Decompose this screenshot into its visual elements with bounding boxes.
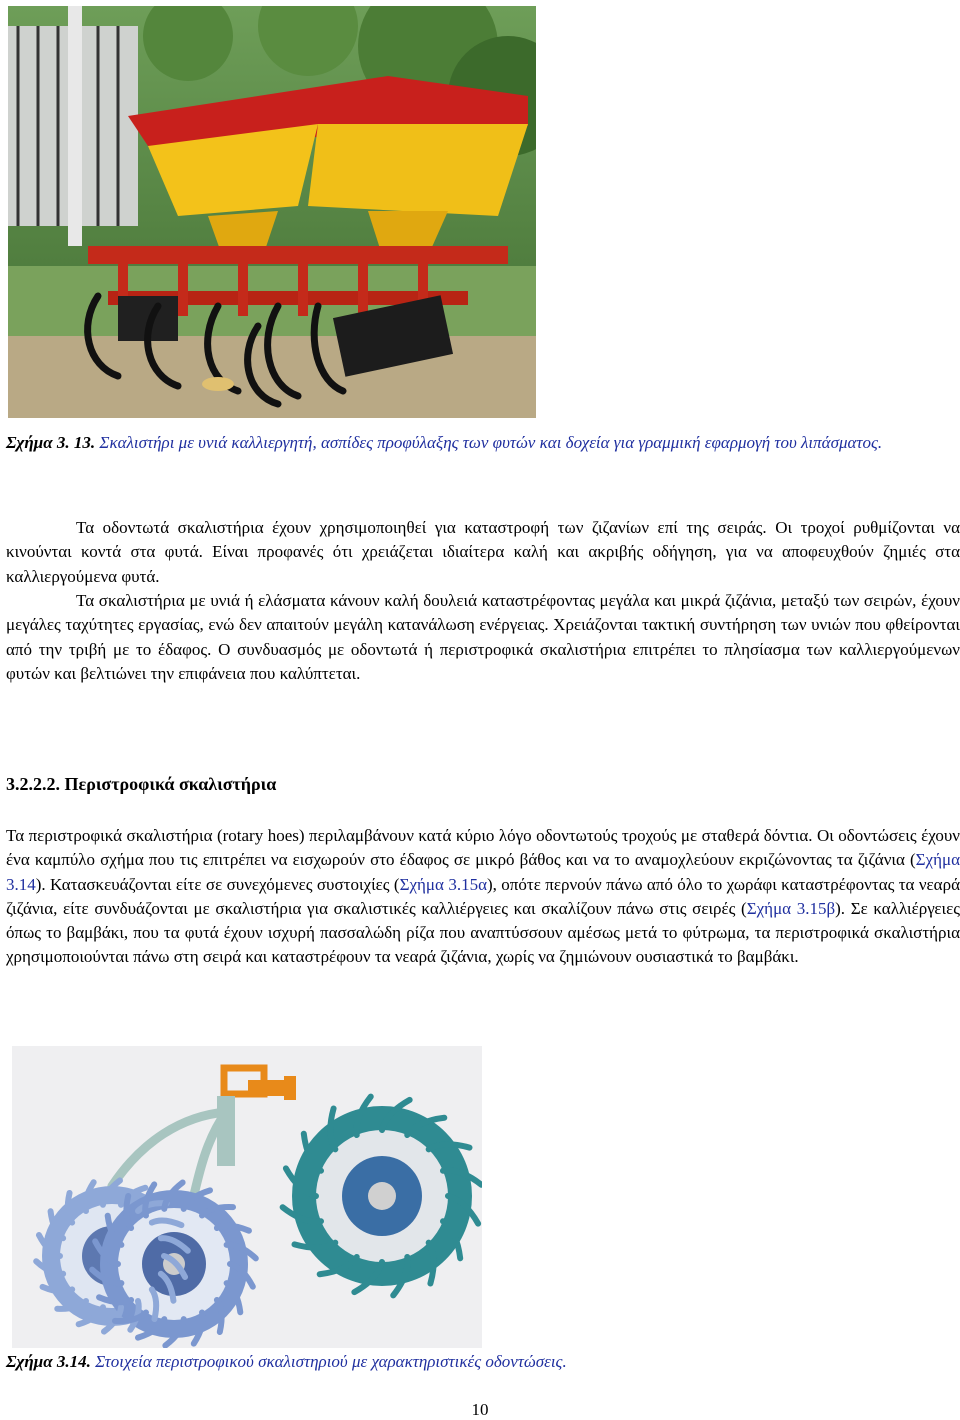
paragraph-3-part1: Τα περιστροφικά σκαλιστήρια (rotary hoes) περιλαμβάνουν κατά κύριο λόγο οδοντωτούς τροχούς με σταθερά δόντια. Οι οδοντώσεις έχουν ένα καμπύλο σχήμα που τις επιτρέπει να εισχωρούν στο έδαφος σε μικρό βάθος και να το αναμοχλεύουν εκριζώνοντας τα ζιζάνια ( <box>6 826 960 870</box>
paragraph-1-text: Τα οδοντωτά σκαλιστήρια έχουν χρησιμοποιηθεί για καταστροφή των ζιζανίων επί της σειράς. Οι τροχοί ρυθμίζονται να κινούνται κοντά στα φυτά. Είναι προφανές ότι χρειάζεται ιδιαίτερα καλή και ακριβής οδήγηση, για να αποφευχθούν ζημιές στα καλλιεργούμενα φυτά. <box>6 518 960 586</box>
seeder-cultivator-illustration <box>8 6 536 418</box>
paragraph-3-part2: ). Κατασκευάζονται είτε σε συνεχόμενες συστοιχίες ( <box>35 874 400 894</box>
paragraph-3 <box>6 824 960 970</box>
figure2-caption-text: Στοιχεία περιστροφικού σκαλιστηριού με χαρακτηριστικές οδοντώσεις. <box>90 1352 567 1371</box>
figure-ref-3-14[interactable]: Σχήμα 3.14 <box>6 850 960 894</box>
figure1-caption-text: Σκαλιστήρι με υνιά καλλιεργητή, ασπίδες προφύλαξης των φυτών και δοχεία για γραμμική εφαρμογή του λιπάσματος. <box>95 433 883 452</box>
figure2-caption-label: Σχήμα 3.14. <box>6 1352 91 1371</box>
figure1-caption <box>6 432 956 454</box>
figure-photo <box>8 6 536 418</box>
section-heading: 3.2.2.2. Περιστροφικά σκαλιστήρια <box>6 774 277 794</box>
figure-ref-3-15b[interactable]: Σχήμα 3.15β <box>746 898 836 918</box>
paragraph-3-part3: ), οπότε περνούν πάνω από όλο το χωράφι καταστρέφοντας τα νεαρά ζιζάνια, είτε συνδυάζονται με σκαλιστήρια για σκαλιστικές καλλιέργειες και σκαλίζουν πάνω στις σειρές ( <box>6 874 960 918</box>
paragraph-3-part4: ). Σε καλλιέργειες όπως το βαμβάκι, που τα φυτά έχουν ισχυρή πασσαλώδη ρίζα που αναπτύσσουν αμέσως μετά το φύτρωμα, τα περιστροφικά σκαλιστήρια χρησιμοποιούνται πάνω στη σειρά και καταστρέφουν τα νεαρά ζιζάνια, χωρίς να ζημιώνουν ουσιαστικά το βαμβάκι. <box>6 898 960 967</box>
page-number: 10 <box>471 1400 489 1419</box>
paragraph-2-text: Τα σκαλιστήρια με υνιά ή ελάσματα κάνουν καλή δουλειά καταστρέφοντας μεγάλα και μικρά ζιζάνια, μεταξύ των σειρών, έχουν μεγάλες ταχύτητες εργασίας, ενώ δεν απαιτούν μεγάλη κατανάλωση ενέργειας. Χρειάζονται τακτική συντήρηση των υνιών που φθείρονται από την τριβή με το έδαφος. Ο συνδυασμός με οδοντωτά ή περιστροφικά σκαλιστήρια επιτρέπει το πλησίασμα των καλλιεργούμενων φυτών και βελτιώνει την επιφάνεια που καλύπτεται. <box>6 591 960 683</box>
figure-rotary-hoe <box>12 1046 482 1348</box>
paragraph-1 <box>6 516 960 589</box>
figure-ref-3-15a[interactable]: Σχήμα 3.15α <box>399 874 487 894</box>
rotary-hoe-wheels-illustration <box>12 1046 482 1348</box>
paragraph-2 <box>6 589 960 686</box>
figure2-caption <box>6 1351 956 1373</box>
figure1-caption-label: Σχήμα 3. 13. <box>6 433 96 452</box>
